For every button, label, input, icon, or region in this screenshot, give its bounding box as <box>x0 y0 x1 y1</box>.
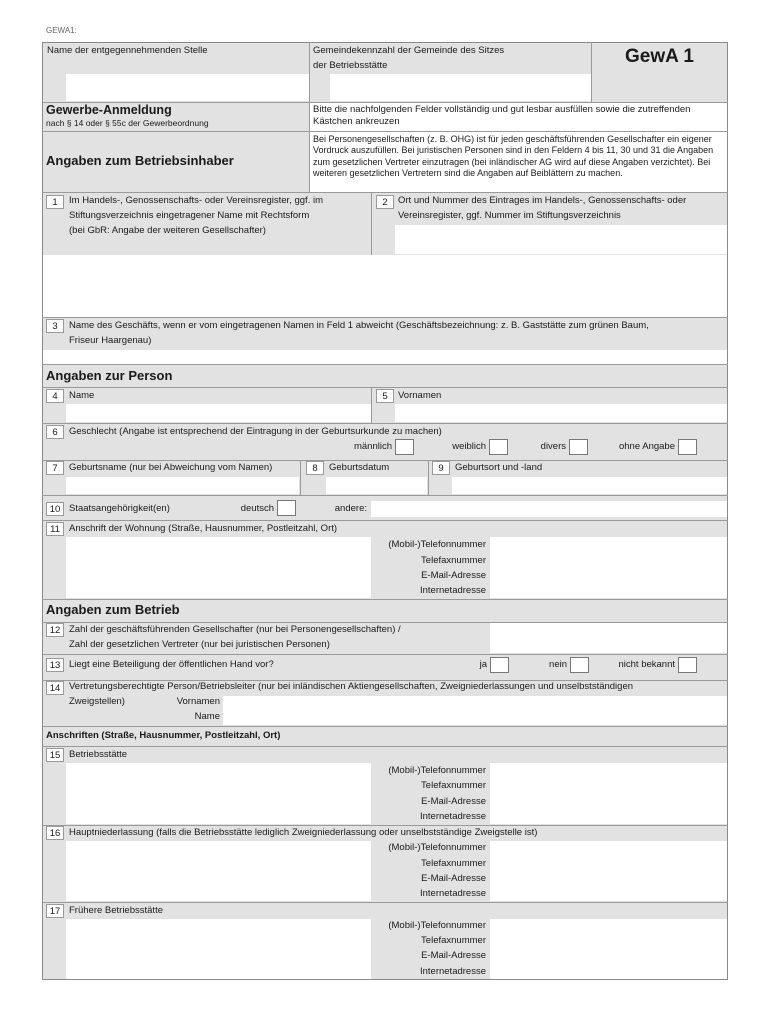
f13-ja-label: ja <box>479 659 487 670</box>
f17-label: Frühere Betriebsstätte <box>69 905 163 916</box>
f7-input[interactable] <box>66 477 299 494</box>
f14-label-2: Zweigstellen) <box>69 696 125 707</box>
f15-fax-label: Telefaxnummer <box>421 780 486 791</box>
f6-number: 6 <box>46 425 64 439</box>
f16-web-label: Internetadresse <box>419 888 486 899</box>
anschriften-heading: Anschriften (Straße, Hausnummer, Postleitzahl, Ort) <box>46 730 281 741</box>
f17-contact-input[interactable] <box>490 919 727 979</box>
f2-label-2: Vereinsregister, ggf. Nummer im Stiftungsverzeichnis <box>398 210 621 221</box>
f1-number: 1 <box>46 195 64 209</box>
inhaber-note: Bei Personengesellschaften (z. B. OHG) ist für jeden geschäftsführenden Gesellschafter ein eigener Vordruck auszufüllen. Bei juristischen Personen sind in den Feldern 4 bis 11, 30 und 31 die Angaben zum gesetzlichen Vertreter einzutragen (bei inländischer AG wird auf diese Angaben verzichtet). Bei weiteren gesetzlichen Vertretern sind die Angaben auf Beiblättern zu machen. <box>313 134 714 178</box>
section-person: Angaben zur Person <box>46 368 173 383</box>
gkz-label-2: der Betriebsstätte <box>313 60 388 71</box>
f11-mail-label: E-Mail-Adresse <box>421 570 486 581</box>
f10-number: 10 <box>46 502 64 516</box>
f12-input[interactable] <box>490 623 727 653</box>
f14-name-label: Name <box>194 711 220 722</box>
f1-input[interactable] <box>66 256 727 317</box>
f17-fax-label: Telefaxnummer <box>421 935 486 946</box>
f17-input[interactable] <box>66 919 371 979</box>
f5-label: Vornamen <box>398 390 442 401</box>
f8-input[interactable] <box>326 477 427 494</box>
section-betriebsinhaber: Angaben zum Betriebsinhaber <box>46 153 234 168</box>
f15-label: Betriebsstätte <box>69 749 128 760</box>
f11-contact-input[interactable] <box>490 537 727 598</box>
f16-fax-label: Telefaxnummer <box>421 858 486 869</box>
f12-label-1: Zahl der geschäftsführenden Gesellschafter (nur bei Personengesellschaften) / <box>69 624 401 635</box>
gkz-input[interactable] <box>330 74 591 101</box>
f4-number: 4 <box>46 389 64 403</box>
f15-tel-label: (Mobil-)Telefonnummer <box>388 765 486 776</box>
f17-tel-label: (Mobil-)Telefonnummer <box>388 920 486 931</box>
f10-andere-input[interactable] <box>371 501 727 517</box>
f6-option-maennlich-label: männlich <box>353 441 392 452</box>
f17-number: 17 <box>46 904 64 918</box>
f16-number: 16 <box>46 826 64 840</box>
f10-andere-label: andere: <box>334 503 367 514</box>
f15-number: 15 <box>46 748 64 762</box>
f10-label: Staatsangehörigkeit(en) <box>69 503 170 514</box>
f3-label-2: Friseur Haargenau) <box>69 335 152 346</box>
f2-label-1: Ort und Nummer des Eintrages im Handels-, Genossenschafts- oder <box>398 195 687 206</box>
f9-number: 9 <box>432 461 450 475</box>
form-id: GewA 1 <box>625 46 694 67</box>
f11-web-label: Internetadresse <box>419 585 486 596</box>
f13-checkbox-nein[interactable] <box>570 657 589 673</box>
f11-input[interactable] <box>66 537 371 598</box>
f11-fax-label: Telefaxnummer <box>421 555 486 566</box>
f16-label: Hauptniederlassung (falls die Betriebsstätte lediglich Zweigniederlassung oder unselbstständige Zweigstelle ist) <box>69 827 538 838</box>
f2-number: 2 <box>376 195 394 209</box>
f13-unbekannt-label: nicht bekannt <box>618 659 675 670</box>
f13-label: Liegt eine Beteiligung der öffentlichen Hand vor? <box>69 659 274 670</box>
f16-contact-input[interactable] <box>490 841 727 901</box>
f17-web-label: Internetadresse <box>419 966 486 977</box>
f14-vornamen-label: Vornamen <box>176 696 220 707</box>
f7-number: 7 <box>46 461 64 475</box>
f1-label-3: (bei GbR: Angabe der weiteren Gesellschafter) <box>69 225 266 236</box>
f4-input[interactable] <box>66 404 371 422</box>
f9-label: Geburtsort und -land <box>455 462 543 473</box>
f16-input[interactable] <box>66 841 371 901</box>
f14-label-1: Vertretungsberechtigte Person/Betriebsleiter (nur bei inländischen Aktiengesellschaften, Zweigniederlassungen und unselbstständigen <box>69 681 634 692</box>
f14-input[interactable] <box>223 696 727 725</box>
f13-number: 13 <box>46 658 64 672</box>
f13-checkbox-nicht-bekannt[interactable] <box>678 657 697 673</box>
document-code: GEWA1: <box>46 26 77 35</box>
f15-mail-label: E-Mail-Adresse <box>421 796 486 807</box>
f5-input[interactable] <box>395 404 727 422</box>
f15-input[interactable] <box>66 763 371 824</box>
f6-option-ohne-label: ohne Angabe <box>618 441 675 452</box>
f6-option-weiblich-label: weiblich <box>452 441 486 452</box>
f14-number: 14 <box>46 681 64 695</box>
f15-contact-input[interactable] <box>490 763 727 824</box>
stelle-input[interactable] <box>66 74 309 101</box>
f5-number: 5 <box>376 389 394 403</box>
form-title: Gewerbe-Anmeldung <box>46 103 172 117</box>
f17-mail-label: E-Mail-Adresse <box>421 950 486 961</box>
form-subtitle: nach § 14 oder § 55c der Gewerbeordnung <box>46 118 209 128</box>
f16-tel-label: (Mobil-)Telefonnummer <box>388 842 486 853</box>
f16-mail-label: E-Mail-Adresse <box>421 873 486 884</box>
f13-nein-label: nein <box>549 659 567 670</box>
f3-number: 3 <box>46 319 64 333</box>
f7-label: Geburtsname (nur bei Abweichung vom Namen) <box>69 462 273 473</box>
f8-label: Geburtsdatum <box>329 462 390 473</box>
f15-web-label: Internetadresse <box>419 811 486 822</box>
f2-input[interactable] <box>395 225 727 254</box>
f13-checkbox-ja[interactable] <box>490 657 509 673</box>
fill-instruction: Bitte die nachfolgenden Felder vollständig und gut lesbar ausfüllen sowie die zutreffenden Kästchen ankreuzen <box>313 104 691 127</box>
f6-checkbox-divers[interactable] <box>569 439 588 455</box>
f10-checkbox-deutsch[interactable] <box>277 500 296 516</box>
f1-label-2: Stiftungsverzeichnis eingetragener Name mit Rechtsform <box>69 210 310 221</box>
f12-number: 12 <box>46 623 64 637</box>
f6-checkbox-ohne-angabe[interactable] <box>678 439 697 455</box>
gkz-label-1: Gemeindekennzahl der Gemeinde des Sitzes <box>313 45 505 56</box>
f3-input[interactable] <box>66 350 727 364</box>
f3-label-1: Name des Geschäfts, wenn er vom eingetragenen Namen in Feld 1 abweicht (Geschäftsbezeichnung: z. B. Gaststätte zum grünen Baum, <box>69 320 649 331</box>
f10-deutsch-label: deutsch <box>240 503 274 514</box>
f8-number: 8 <box>306 461 324 475</box>
f6-option-divers-label: divers <box>540 441 566 452</box>
f11-number: 11 <box>46 522 64 536</box>
f11-tel-label: (Mobil-)Telefonnummer <box>388 539 486 550</box>
f6-label: Geschlecht (Angabe ist entsprechend der Eintragung in der Geburtsurkunde zu machen) <box>69 426 442 437</box>
section-betrieb: Angaben zum Betrieb <box>46 602 180 617</box>
f4-label: Name <box>69 390 95 401</box>
f9-input[interactable] <box>452 477 727 494</box>
f11-label: Anschrift der Wohnung (Straße, Hausnummer, Postleitzahl, Ort) <box>69 523 338 534</box>
stelle-label: Name der entgegennehmenden Stelle <box>47 45 208 56</box>
f12-label-2: Zahl der gesetzlichen Vertreter (nur bei juristischen Personen) <box>69 639 330 650</box>
f1-label-1: Im Handels-, Genossenschafts- oder Vereinsregister, ggf. im <box>69 195 323 206</box>
